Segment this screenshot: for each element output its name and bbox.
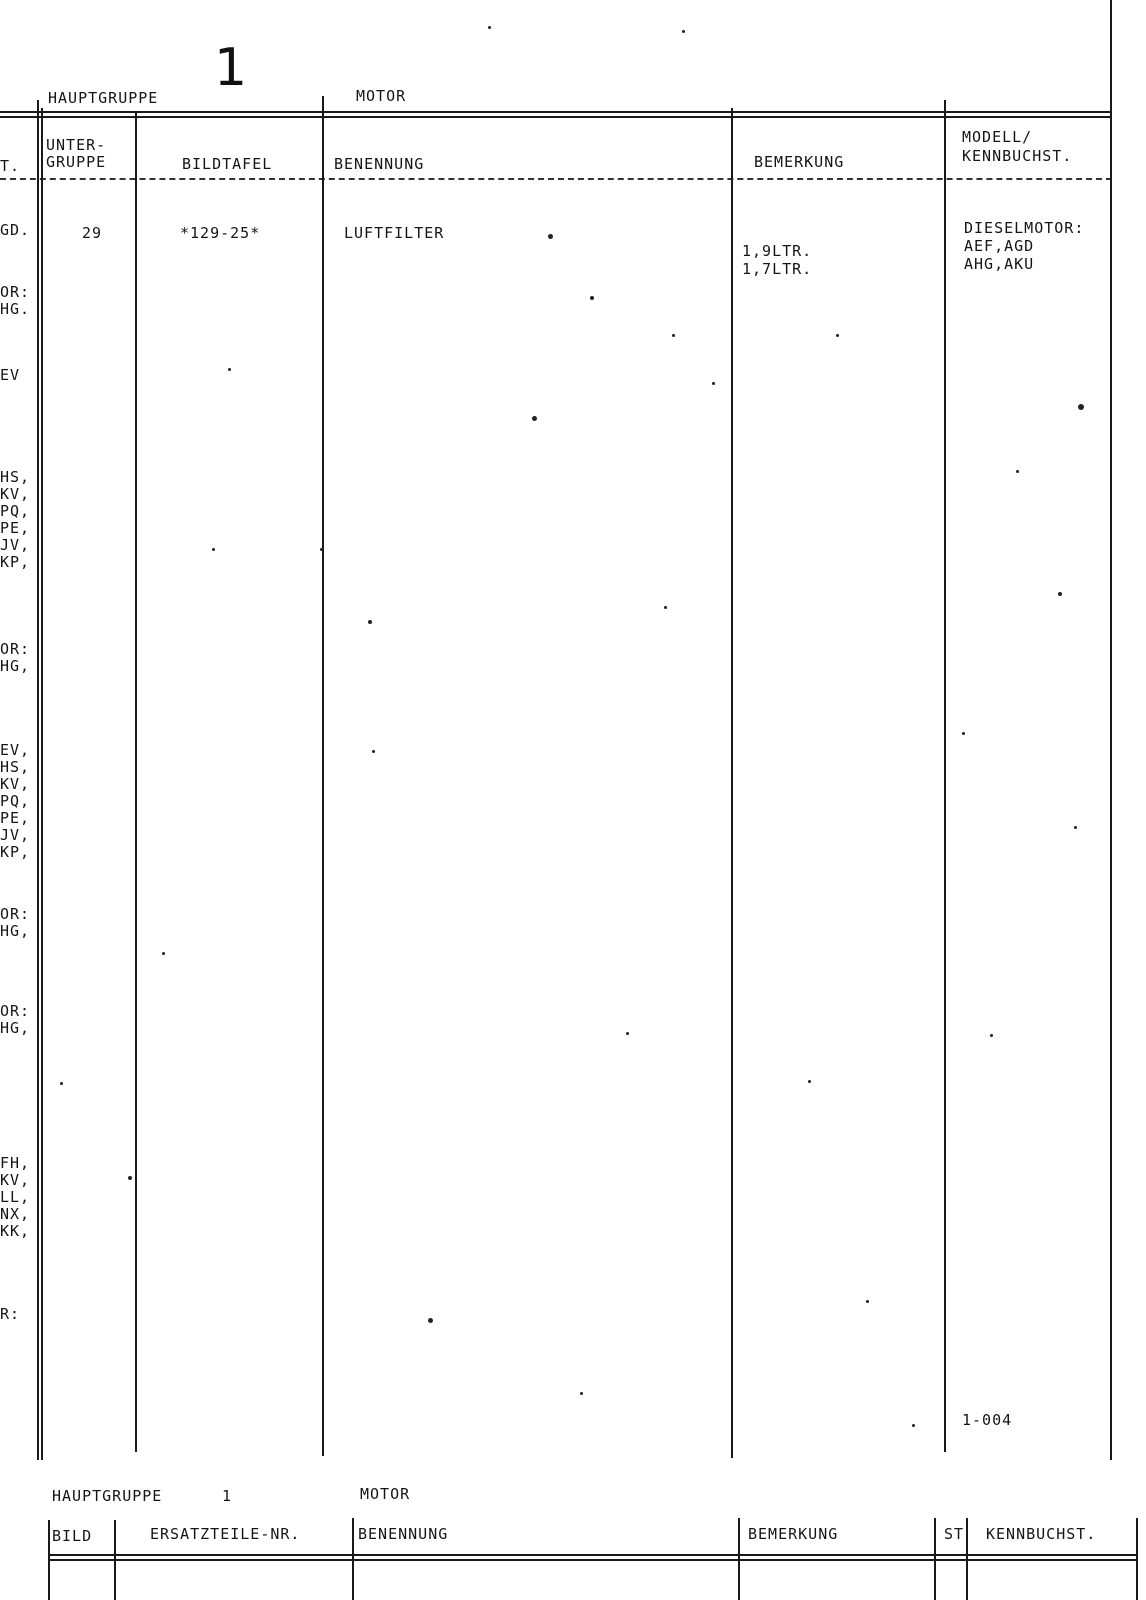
left-margin-fragment: JV, — [0, 826, 31, 844]
left-margin-fragment: PQ, — [0, 502, 31, 520]
row-modell-line1: DIESELMOTOR: — [964, 219, 1085, 237]
row-modell-line2: AEF,AGD — [964, 237, 1035, 255]
scan-speck — [320, 548, 323, 551]
row-bildtafel: *129-25* — [180, 224, 261, 242]
footer-rule-2 — [48, 1559, 1138, 1561]
scan-speck — [162, 952, 165, 955]
footer-column-ersatzteile: ERSATZTEILE-NR. — [150, 1525, 301, 1543]
hauptgruppe-label: HAUPTGRUPPE — [48, 89, 159, 107]
scan-speck — [626, 1032, 629, 1035]
row-benennung: LUFTFILTER — [344, 224, 445, 242]
left-margin-fragment: EV, — [0, 741, 31, 759]
left-margin-fragment: HG. — [0, 300, 31, 318]
scan-speck — [228, 368, 231, 371]
scan-speck — [1074, 826, 1077, 829]
left-margin-fragment: HG, — [0, 1019, 31, 1037]
column-rule-right — [1110, 0, 1112, 1460]
column-header-modell-line1: MODELL/ — [962, 128, 1033, 146]
column-rule-untergruppe — [135, 112, 137, 1452]
column-rule-benennung — [731, 108, 733, 1458]
column-rule-left — [37, 100, 39, 1460]
column-rule-bemerkung — [944, 100, 946, 1452]
left-margin-fragment: JV, — [0, 536, 31, 554]
left-margin-fragment: KP, — [0, 553, 31, 571]
scan-speck — [664, 606, 667, 609]
left-margin-fragment: OR: — [0, 905, 31, 923]
scan-speck — [532, 416, 537, 421]
scan-speck — [368, 620, 372, 624]
scan-speck — [128, 1176, 132, 1180]
scan-speck — [962, 732, 965, 735]
footer-column-bild: BILD — [52, 1527, 93, 1545]
scan-speck — [548, 234, 553, 239]
column-header-untergruppe-line2: GRUPPE — [46, 153, 107, 171]
left-margin-fragment: LL, — [0, 1188, 31, 1206]
row-modell-line3: AHG,AKU — [964, 255, 1035, 273]
left-margin-fragment: PQ, — [0, 792, 31, 810]
scan-speck — [1016, 470, 1019, 473]
row-bemerkung-line1: 1,9LTR. — [742, 242, 813, 260]
footer-hauptgruppe-name: MOTOR — [360, 1485, 411, 1503]
scan-speck — [808, 1080, 811, 1083]
scan-speck — [372, 750, 375, 753]
left-margin-fragment: PE, — [0, 519, 31, 537]
column-rule-bildtafel — [322, 96, 324, 1456]
scan-speck — [866, 1300, 869, 1303]
scan-speck — [428, 1318, 433, 1323]
left-margin-fragment: GD. — [0, 221, 31, 239]
column-rule-left-inner — [41, 108, 43, 1460]
column-header-left-partial: T. — [0, 157, 21, 175]
column-header-benennung: BENENNUNG — [334, 155, 425, 173]
row-bemerkung-line2: 1,7LTR. — [742, 260, 813, 278]
scan-speck — [912, 1424, 915, 1427]
scan-speck — [580, 1392, 583, 1395]
left-margin-fragment: PE, — [0, 809, 31, 827]
left-margin-fragment: OR: — [0, 283, 31, 301]
left-margin-fragment: KK, — [0, 1222, 31, 1240]
left-margin-fragment: NX, — [0, 1205, 31, 1223]
scan-speck — [1058, 592, 1062, 596]
left-margin-fragment: HG, — [0, 657, 31, 675]
footer-column-kennbuchst: KENNBUCHST. — [986, 1525, 1097, 1543]
scan-speck — [836, 334, 839, 337]
column-header-modell-line2: KENNBUCHST. — [962, 147, 1073, 165]
left-margin-fragment: OR: — [0, 1002, 31, 1020]
left-margin-fragment: EV — [0, 366, 21, 384]
scan-speck — [1078, 404, 1084, 410]
left-margin-fragment: KV, — [0, 775, 31, 793]
scan-speck — [682, 30, 685, 33]
column-header-bemerkung: BEMERKUNG — [754, 153, 845, 171]
page-code: 1-004 — [962, 1411, 1013, 1429]
left-margin-fragment: HS, — [0, 758, 31, 776]
hauptgruppe-number: 1 — [214, 38, 248, 98]
footer-column-st: ST — [944, 1525, 965, 1543]
left-margin-fragment: HS, — [0, 468, 31, 486]
left-margin-fragment: KV, — [0, 485, 31, 503]
footer-column-bemerkung: BEMERKUNG — [748, 1525, 839, 1543]
scan-speck — [60, 1082, 63, 1085]
scan-speck — [712, 382, 715, 385]
left-margin-fragment: KP, — [0, 843, 31, 861]
hauptgruppe-name: MOTOR — [356, 87, 407, 105]
scan-speck — [590, 296, 594, 300]
column-header-bildtafel: BILDTAFEL — [182, 155, 273, 173]
left-margin-fragment: HG, — [0, 922, 31, 940]
left-margin-fragment: FH, — [0, 1154, 31, 1172]
scan-speck — [990, 1034, 993, 1037]
left-margin-fragment: R: — [0, 1305, 21, 1323]
scan-speck — [212, 548, 215, 551]
footer-rule-1 — [48, 1554, 1138, 1556]
column-header-untergruppe-line1: UNTER- — [46, 136, 107, 154]
row-untergruppe: 29 — [82, 224, 103, 242]
left-margin-fragment: OR: — [0, 640, 31, 658]
scan-speck — [488, 26, 491, 29]
left-margin-fragment: KV, — [0, 1171, 31, 1189]
footer-column-benennung: BENENNUNG — [358, 1525, 449, 1543]
footer-hauptgruppe-number: 1 — [222, 1487, 233, 1505]
scan-speck — [672, 334, 675, 337]
footer-hauptgruppe-label: HAUPTGRUPPE — [52, 1487, 163, 1505]
